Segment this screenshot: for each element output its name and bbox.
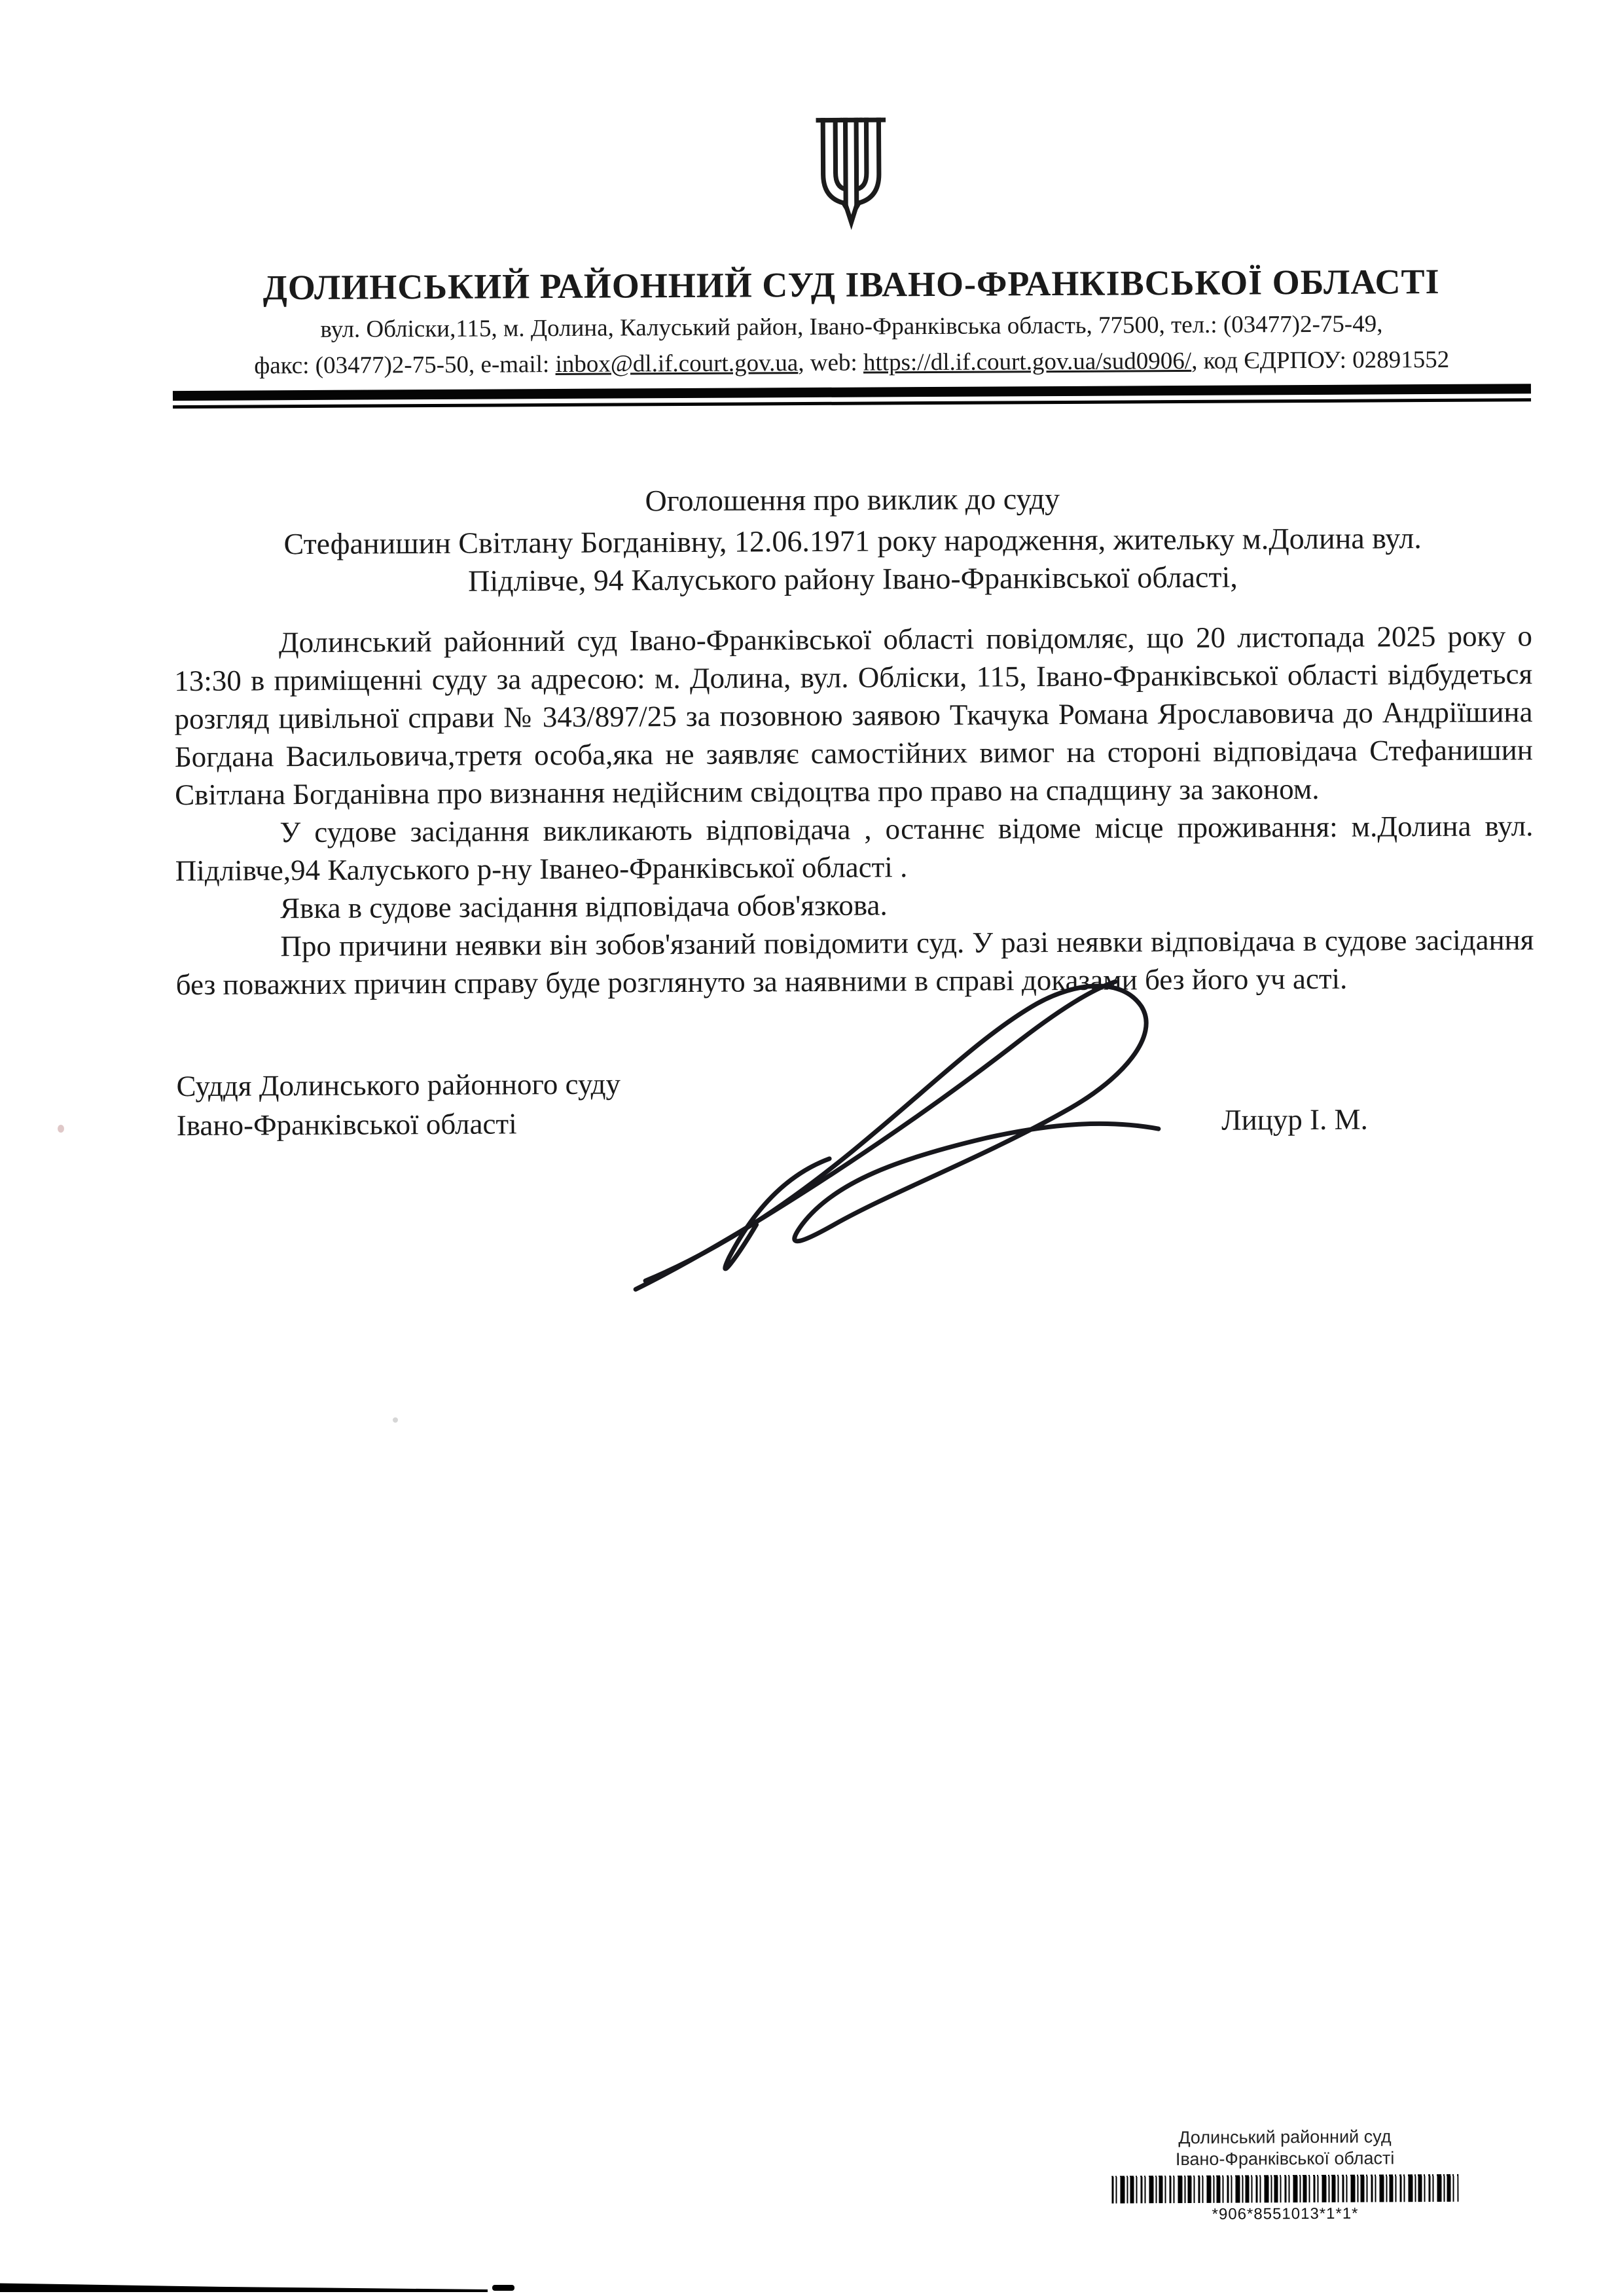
paragraph-absence-consequences: Про причини неявки він зобов'язаний повідомити суд. У разі неявки відповідача в судове засідання без поважних причин справу буде розглянуто за наявними в справі доказами без його уч асті.: [175, 923, 1534, 1002]
court-email: inbox@dl.if.court.gov.ua: [555, 350, 799, 378]
paragraph-attendance-mandatory: Явка в судове засідання відповідача обов'язкова.: [279, 888, 888, 925]
court-website: https://dl.if.court.gov.ua/sud0906/: [863, 347, 1192, 376]
announcement-title: Оголошення про виклик до суду: [645, 481, 1060, 518]
edrpou-code: , код ЄДРПОУ: 02891552: [1191, 346, 1450, 374]
stamp-court-name-line2: Івано-Франківської області: [1175, 2148, 1395, 2170]
addressee-line2: Підлівче, 94 Калуського району Івано-Франківської області,: [468, 560, 1238, 598]
barcode-number: *906*8551013*1*1*: [1212, 2204, 1359, 2223]
document-body: [173, 479, 1535, 1145]
web-label: , web:: [798, 349, 864, 377]
paragraph-hearing-notice: Долинський районний суд Івано-Франківської області повідомляє, що 20 листопада 2025 року о 13:30 в приміщенні суду за адресою: м. Долина, вул. Обліски, 115, Івано-Франківської області відбудеться розгляд цивільної справи № 343/897/25 за позовною заявою Ткачука Романа Ярославовича до Андріїшина Богдана Васильовича,третя особа,яка не заявляє самостійних вимог на стороні відповідача Стефанишин Світлана Богданівна про визнання недійсним свідоцтва про право на спадщину за законом.: [174, 619, 1533, 812]
judge-title: [176, 1065, 621, 1146]
letterhead-divider: [173, 384, 1531, 409]
stamp-court-name-line1: Долинський районний суд: [1178, 2126, 1392, 2148]
scan-artifact-blob: [492, 2285, 514, 2291]
scan-artifact-speck: [58, 1125, 64, 1133]
signature-block: [176, 1059, 1535, 1145]
judge-name: Лицур І. М.: [1221, 1102, 1368, 1137]
judge-title-line2: Івано-Франківської області: [176, 1107, 517, 1142]
registration-stamp: [1111, 2126, 1459, 2225]
paragraph-summons: У судове засідання викликають відповідача , останнє відоме місце проживання: м.Долина вул. Підлівче,94 Калуського р-ну Іванео-Франківської області .: [175, 809, 1534, 888]
court-name-title: ДОЛИНСЬКИЙ РАЙОННИЙ СУД ІВАНО-ФРАНКІВСЬКОЇ ОБЛАСТІ: [262, 261, 1440, 308]
fax-label: факс: (03477)2-75-50, e-mail:: [254, 351, 556, 380]
letterhead: [171, 0, 1531, 409]
scan-artifact-speck: [393, 1417, 398, 1423]
divider-thin-line: [173, 398, 1531, 409]
divider-thick-line: [173, 384, 1531, 401]
court-address-line1: вул. Обліски,115, м. Долина, Калуський район, Івано-Франківська область, 77500, тел.: (03477)2-75-49,: [320, 310, 1383, 343]
judge-title-line1: Суддя Долинського районного суду: [176, 1067, 621, 1103]
ukraine-trident-emblem: [804, 111, 897, 246]
addressee-block: [173, 519, 1532, 602]
court-address-line2: [173, 345, 1531, 380]
addressee-line1: Стефанишин Світлану Богданівну, 12.06.1971 року народження, жительку м.Долина вул.: [283, 521, 1422, 561]
barcode: [1111, 2174, 1458, 2204]
